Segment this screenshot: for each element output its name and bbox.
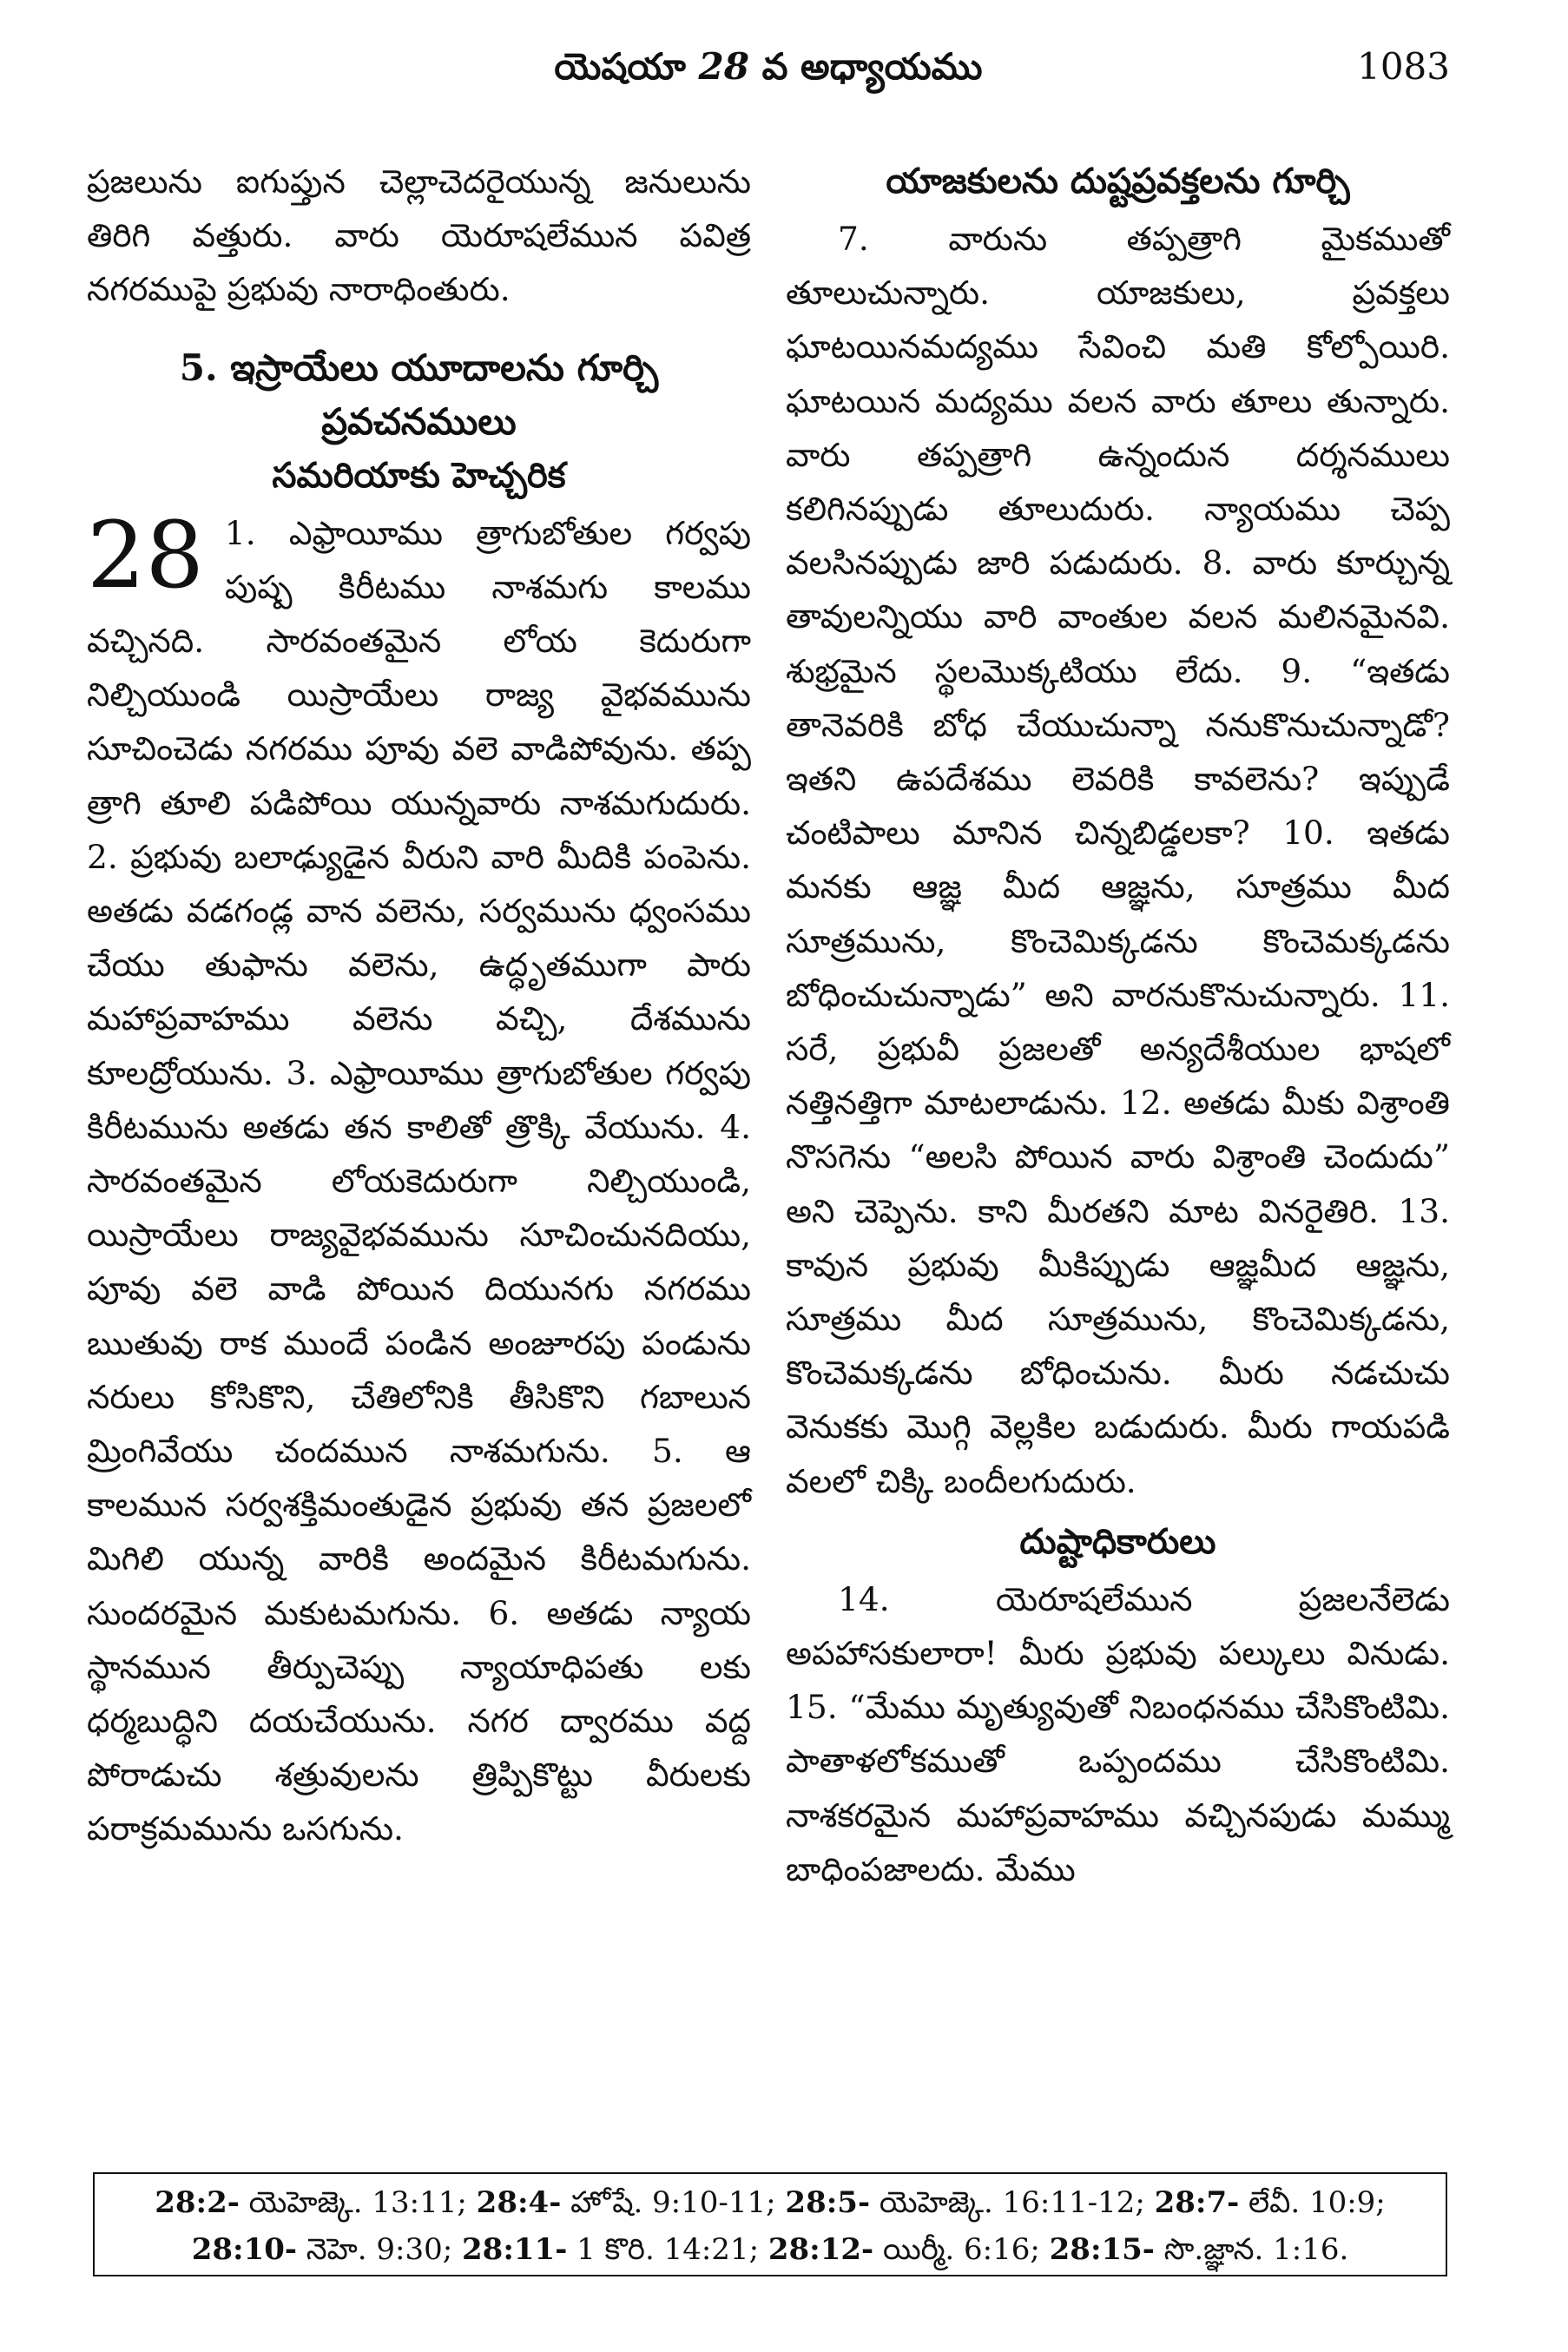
footnote-ref: 28:15- — [1049, 2232, 1155, 2267]
footnote-ref: 28:2- — [155, 2185, 240, 2220]
footnote-ref: 28:10- — [191, 2232, 297, 2267]
chapter-word: వ అధ్యాయము — [761, 45, 983, 88]
verses-7-13: 7. వారును తప్పత్రాగి మైకముతో తూలుచున్నారు. యాజకులు, ప్రవక్తలు ఘాటయినమద్యము సేవించి మతి కోల్పోయిరి. ఘాటయిన మద్యము వలన వారు తూలు తున్నారు. వారు తప్పత్రాగి ఉన్నందున దర్శనములు కలిగినప్పుడు తూలుదురు. న్యాయము చెప్ప వలసినప్పుడు జారి పడుదురు. 8. వారు కూర్చున్న తావులన్నియు వారి వాంతుల వలన మలినమైనవి. శుభ్రమైన స్థలమొక్కటియు లేదు. 9. “ఇతడు తానెవరికి బోధ చేయుచున్నా ననుకొనుచున్నాడో? ఇతని ఉపదేశము లెవరికి కావలెను? ఇప్పుడే చంటిపాలు మానిన చిన్నబిడ్డలకా? 10. ఇతడు మనకు ఆజ్ఞ మీద ఆజ్ఞను, సూత్రము మీద సూత్రమును, కొంచెమిక్కడను కొంచెమక్కడను బోధించుచున్నాడు” అని వారనుకొనుచున్నారు. 11. సరే, ప్రభువీ ప్రజలతో అన్యదేశీయుల భాషలో నత్తినత్తిగా మాటలాడును. 12. అతడు మీకు విశ్రాంతి నొసగెను “అలసి పోయిన వారు విశ్రాంతి చెందుదు” అని చెప్పెను. కాని మీరతని మాట వినరైతిరి. 13. కావున ప్రభువు మీకిప్పుడు ఆజ్ఞమీద ఆజ్ఞను, సూత్రము మీద సూత్రమును, కొంచెమిక్కడను, కొంచెమక్కడను బోధించును. మీరు నడచుచు వెనుకకు మొగ్గి వెల్లకిల బడుదురు. మీరు గాయపడి వలలో చిక్కి బందీలగుదురు. — [786, 220, 1450, 1500]
chapter-number: 28 — [87, 501, 204, 609]
footnote-text: హోషే. 9:10-11; — [561, 2185, 786, 2220]
cross-reference-box — [93, 2172, 1447, 2276]
footnote-text: యెహెజ్కె. 13:11; — [239, 2185, 477, 2220]
verses-1-6: 1. ఎఫ్రాయీము త్రాగుబోతుల గర్వపు పుష్ప కిరీటము నాశమగు కాలము వచ్చినది. సారవంతమైన లోయ కెదురుగా నిల్చియుండి యిస్రాయేలు రాజ్య వైభవమును సూచించెడు నగరము పూవు వలె వాడిపోవును. తప్ప త్రాగి తూలి పడిపోయి యున్నవారు నాశమగుదురు. 2. ప్రభువు బలాఢ్యుడైన వీరుని వారి మీదికి పంపెను. అతడు వడగండ్ల వాన వలెను, సర్వమును ధ్వంసము చేయు తుఫాను వలెను, ఉద్ధృతముగా పారు మహాప్రవాహము వలెను వచ్చి, దేశమును కూలద్రోయును. 3. ఎఫ్రాయీము త్రాగుబోతుల గర్వపు కిరీటమును అతడు తన కాలితో త్రొక్కి వేయును. 4. సారవంతమైన లోయకెదురుగా నిల్చియుండి, యిస్రాయేలు రాజ్యవైభవమును సూచించునదియు, పూవు వలె వాడి పోయిన దియునగు నగరము ఋతువు రాక ముందే పండిన అంజూరపు పండును నరులు కోసికొని, చేతిలోనికి తీసికొని గబాలున మ్రింగివేయు చందమున నాశమగును. 5. ఆ కాలమున సర్వశక్తిమంతుడైన ప్రభువు తన ప్రజలలో మిగిలి యున్న వారికి అందమైన కిరీటమగును. సుందరమైన మకుటమగును. 6. అతడు న్యాయ స్థానమున తీర్పుచెప్పు న్యాయాధిపతు లకు ధర్మబుద్ధిని దయచేయును. నగర ద్వారము వద్ద పోరాడుచు శత్రువులను త్రిప్పికొట్టు వీరులకు పరాక్రమమును ఒసగును. — [87, 513, 751, 1848]
footnote-ref: 28:11- — [462, 2232, 568, 2267]
running-title — [87, 45, 1450, 97]
section-title-line1: 5. ఇస్రాయేలు యూదాలను గూర్చి — [179, 346, 659, 389]
footnote-text: లేవీ. 10:9; — [1239, 2185, 1386, 2220]
section-title-line2: ప్రవచనములు — [321, 399, 517, 443]
book-name: యెషయా — [554, 45, 686, 88]
page-header — [87, 45, 1450, 106]
subheading-priests-prophets: యాజకులను దుష్టప్రవక్తలను గూర్చి — [886, 161, 1350, 201]
footnote-ref: 28:7- — [1154, 2185, 1240, 2220]
footnote-line-2 — [95, 2226, 1446, 2273]
footnote-text: నెహె. 9:30; — [296, 2232, 463, 2267]
page-number: 1083 — [1357, 45, 1450, 88]
footnote-ref: 28:12- — [768, 2232, 874, 2267]
right-column — [786, 155, 1450, 1896]
footnote-ref: 28:5- — [785, 2185, 871, 2220]
subheading-wicked-rulers: దుష్టాధికారులు — [1019, 1520, 1216, 1562]
subheading-samaria: సమరియాకు హెచ్చరిక — [272, 454, 566, 496]
left-column — [87, 155, 751, 1856]
continuation-paragraph: ప్రజలును ఐగుప్తున చెల్లాచెదరైయున్న జనులును తిరిగి వత్తురు. వారు యెరూషలేమున పవిత్ర నగరముపై ప్రభువు నారాధింతురు. — [87, 162, 751, 309]
footnote-line-1 — [95, 2179, 1446, 2226]
footnote-ref: 28:4- — [476, 2185, 562, 2220]
running-chapter-number: 28 — [698, 45, 749, 88]
footnote-text: యెహెజ్కె. 16:11-12; — [870, 2185, 1155, 2220]
footnote-text: యిర్మీ. 6:16; — [873, 2232, 1050, 2267]
verses-14-15: 14. యెరూషలేమున ప్రజలనేలెడు అపహాసకులారా! మీరు ప్రభువు పల్కులు వినుడు. 15. “మేము మృత్యువుతో నిబంధనము చేసికొంటిమి. పాతాళలోకముతో ఒప్పందము చేసికొంటిమి. నాశకరమైన మహాప్రవాహము వచ్చినపుడు మమ్ము బాధింపజాలదు. మేము — [786, 1579, 1450, 1888]
footnote-text: 1 కొరి. 14:21; — [567, 2232, 768, 2267]
footnote-text: సొ.జ్ఞాన. 1:16. — [1154, 2232, 1349, 2267]
